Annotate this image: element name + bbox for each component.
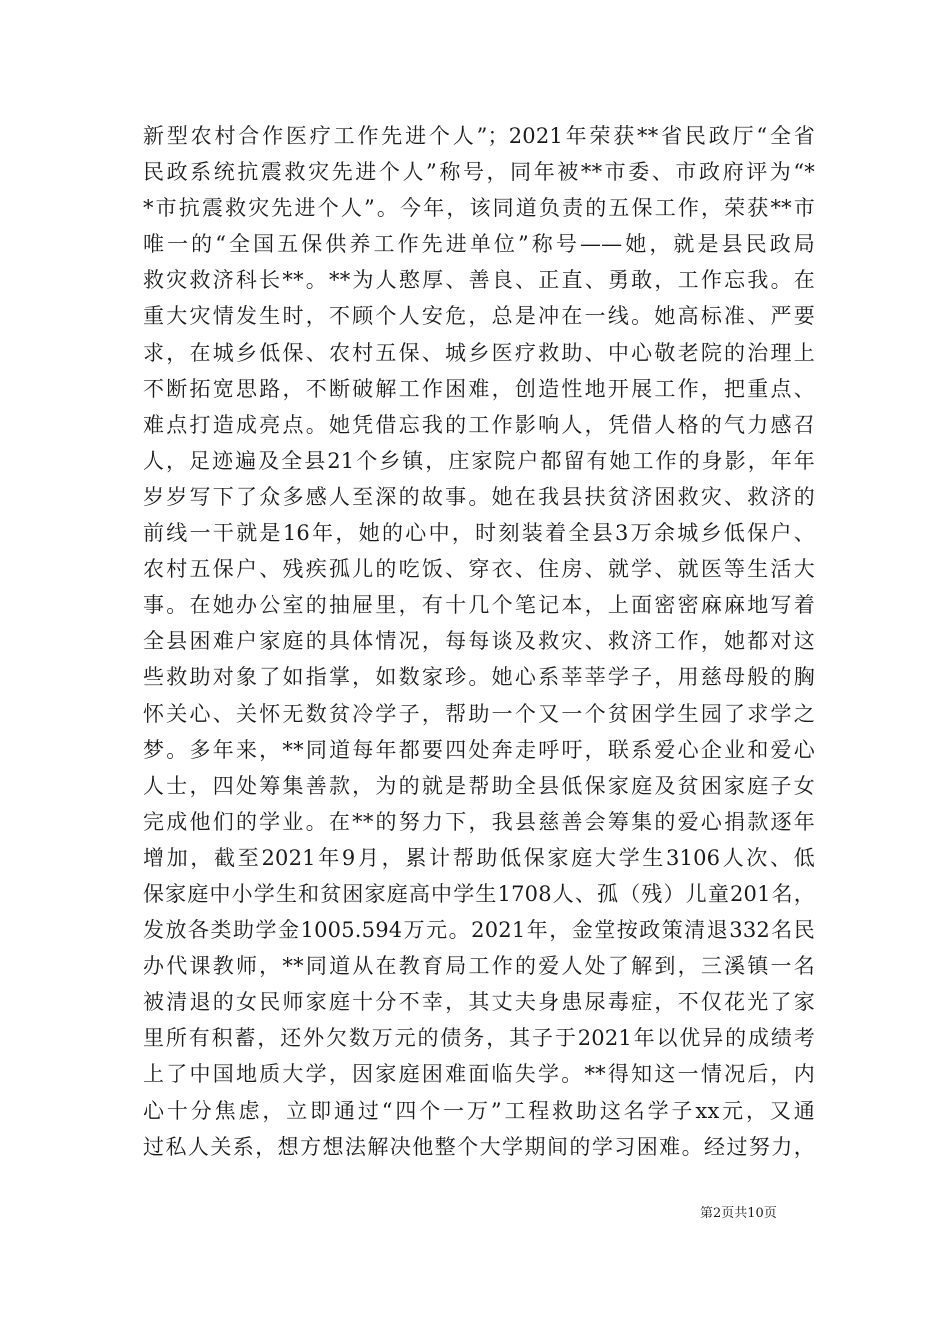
text-line: 梦。多年来，**同道每年都要四处奔走呼吁，联系爱心企业和爱心	[143, 737, 815, 762]
text-line: 岁岁写下了众多感人至深的故事。她在我县扶贫济困救灾、救济的	[143, 484, 815, 509]
text-line: 心十分焦虑，立即通过“四个一万”工程救助这名学子xx元，又通	[143, 1098, 815, 1123]
text-line: 被清退的女民师家庭十分不幸，其丈夫身患尿毒症，不仅花光了家	[143, 990, 815, 1015]
text-line: 新型农村合作医疗工作先进个人”；2021年荣获**省民政厅“全省	[143, 124, 815, 148]
text-line: 过私人关系，想方想法解决他整个大学期间的学习困难。经过努力，	[143, 1134, 815, 1159]
text-line: 事。在她办公室的抽屉里，有十几个笔记本，上面密密麻麻地写着	[143, 593, 815, 618]
text-line: 农村五保户、残疾孤儿的吃饭、穿衣、住房、就学、就医等生活大	[143, 557, 815, 582]
text-line: 里所有积蓄，还外欠数万元的债务，其子于2021年以优异的成绩考	[143, 1026, 815, 1051]
text-line: 完成他们的学业。在**的努力下，我县慈善会筹集的爱心捐款逐年	[143, 809, 815, 834]
text-line: 重大灾情发生时，不顾个人安危，总是冲在一线。她高标准、严要	[143, 304, 815, 329]
text-line: 不断拓宽思路，不断破解工作困难，创造性地开展工作，把重点、	[143, 376, 815, 401]
text-line: 难点打造成亮点。她凭借忘我的工作影响人，凭借人格的气力感召	[143, 412, 815, 437]
text-line: 发放各类助学金1005.594万元。2021年，金堂按政策清退332名民	[143, 918, 815, 943]
text-line: 求，在城乡低保、农村五保、城乡医疗救助、中心敬老院的治理上	[143, 340, 815, 365]
text-line: *市抗震救灾先进个人”。今年，该同道负责的五保工作，荣获**市	[143, 196, 815, 221]
text-line: 保家庭中小学生和贫困家庭高中学生1708人、孤（残）儿童201名，	[143, 881, 815, 906]
text-line: 些救助对象了如指掌，如数家珍。她心系莘莘学子，用慈母般的胸	[143, 665, 815, 690]
text-line: 人，足迹遍及全县21个乡镇，庄家院户都留有她工作的身影，年年	[143, 448, 815, 473]
text-line: 增加，截至2021年9月，累计帮助低保家庭大学生3106人次、低	[143, 845, 815, 870]
text-line: 全县困难户家庭的具体情况，每每谈及救灾、救济工作，她都对这	[143, 629, 815, 654]
body-text	[143, 118, 815, 1165]
page-footer: 第2页共10页	[700, 1206, 777, 1221]
text-line: 办代课教师，**同道从在教育局工作的爱人处了解到，三溪镇一名	[143, 954, 815, 979]
text-line: 救灾救济科长**。**为人憨厚、善良、正直、勇敢，工作忘我。在	[143, 268, 815, 293]
text-line: 上了中国地质大学，因家庭困难面临失学。**得知这一情况后，内	[143, 1062, 815, 1087]
text-line: 人士，四处筹集善款，为的就是帮助全县低保家庭及贫困家庭子女	[143, 773, 815, 798]
text-line: 唯一的“全国五保供养工作先进单位”称号——她，就是县民政局	[143, 232, 815, 257]
text-line: 前线一干就是16年，她的心中，时刻装着全县3万余城乡低保户、	[143, 521, 815, 546]
text-line: 怀关心、关怀无数贫冷学子，帮助一个又一个贫困学生园了求学之	[143, 701, 815, 726]
text-line: 民政系统抗震救灾先进个人”称号，同年被**市委、市政府评为“*	[143, 160, 815, 185]
